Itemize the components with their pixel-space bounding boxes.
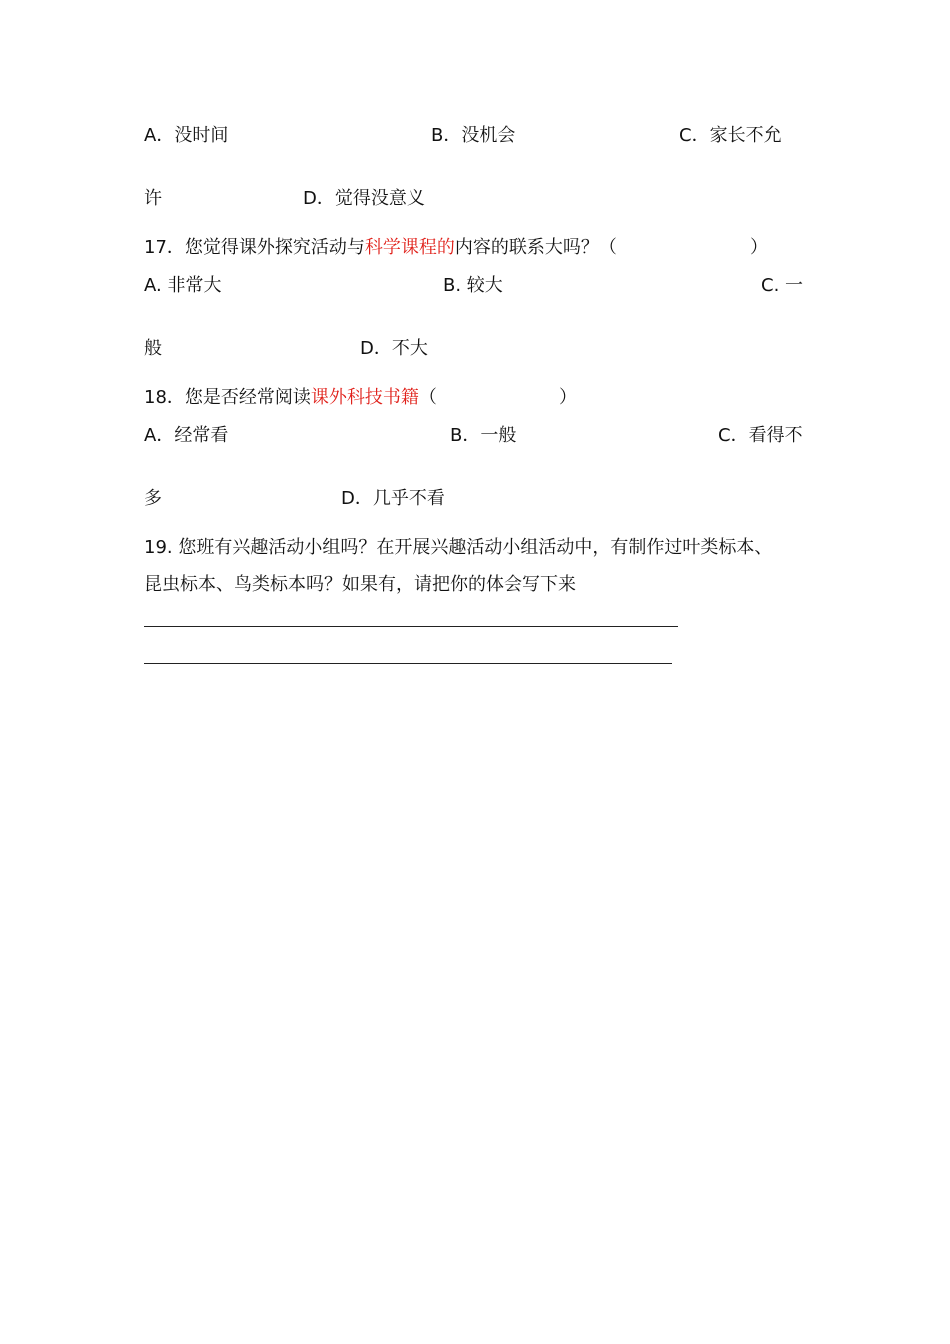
q16-option-a: A．没时间 <box>144 125 229 146</box>
q17-question <box>144 236 617 260</box>
q18-question <box>144 386 437 410</box>
q19-question-line1: 19. 您班有兴趣活动小组吗？在开展兴趣活动小组活动中，有制作过叶类标本、 <box>144 537 773 558</box>
q17-option-c: C. 一 <box>761 275 804 296</box>
q19-question-line2: 昆虫标本、鸟类标本吗？如果有，请把你的体会写下来 <box>144 574 576 595</box>
q17-number: 17． <box>144 237 185 258</box>
answer-blank-line-1[interactable] <box>144 626 678 627</box>
q17-option-c-continued: 般 <box>144 338 162 359</box>
q17-text-after: 内容的联系大吗？（ <box>454 237 617 258</box>
q17-text-before: 您觉得课外探究活动与 <box>184 237 365 258</box>
q18-answer-paren-open: （ <box>418 387 437 408</box>
q18-number: 18． <box>144 387 185 408</box>
q17-answer-paren-close: ） <box>750 237 768 258</box>
q16-option-c: C．家长不允 <box>679 125 782 146</box>
q18-option-c-continued: 多 <box>144 488 162 509</box>
q18-option-b: B．一般 <box>450 425 517 446</box>
q18-answer-paren-close: ） <box>559 387 577 408</box>
q18-option-d: D．几乎不看 <box>341 488 445 509</box>
q17-option-b: B. 较大 <box>443 275 503 296</box>
answer-blank-line-2[interactable] <box>144 663 672 664</box>
q16-option-b: B．没机会 <box>431 125 516 146</box>
q18-option-c: C．看得不 <box>718 425 803 446</box>
q18-option-a: A．经常看 <box>144 425 229 446</box>
q18-text-highlight: 课外科技书籍 <box>310 387 419 408</box>
q17-text-highlight: 科学课程的 <box>364 237 455 258</box>
q17-option-a: A. 非常大 <box>144 275 222 296</box>
q16-option-d: D．觉得没意义 <box>303 188 425 209</box>
q16-option-c-continued: 许 <box>144 188 162 209</box>
q18-text-before: 您是否经常阅读 <box>184 387 311 408</box>
q17-option-d: D．不大 <box>360 338 428 359</box>
